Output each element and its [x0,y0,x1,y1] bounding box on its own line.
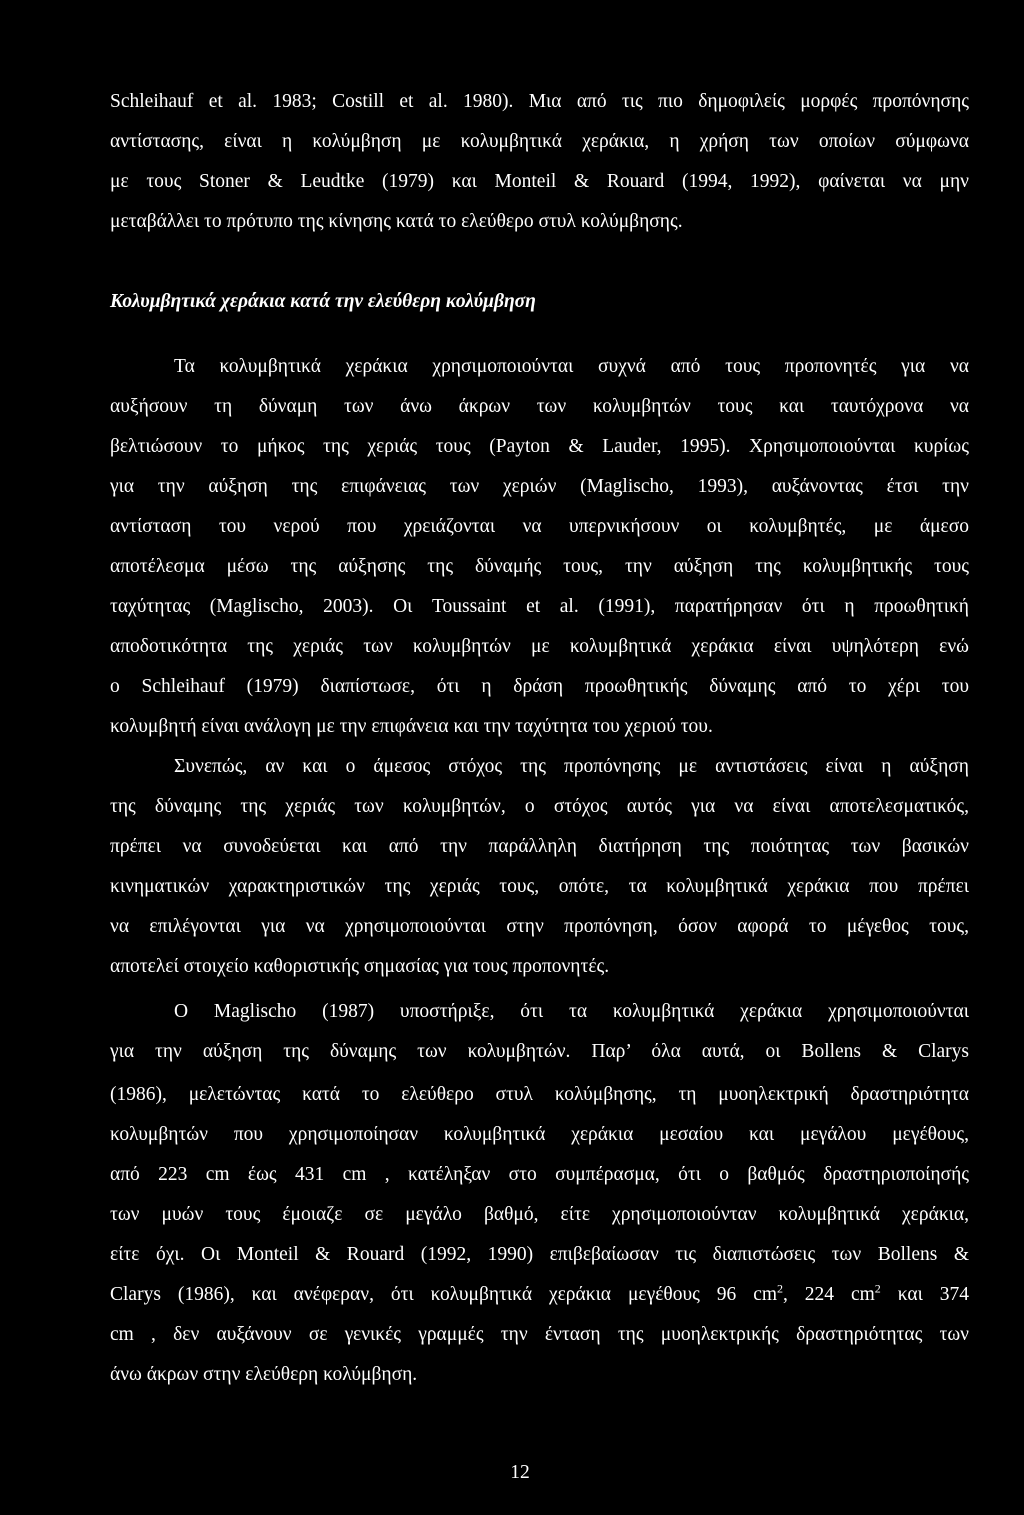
section-heading: Κολυμβητικά χεράκια κατά την ελεύθερη κολύμβηση [110,291,536,312]
text-line: ταχύτητας (Maglischo, 2003). Οι Toussaint et al. (1991), παρατήρησαν ότι η προωθητική [110,596,969,617]
text-line: κινηματικών χαρακτηριστικών της χεριάς τους, οπότε, τα κολυμβητικά χεράκια που πρέπει [110,876,969,897]
text-line: αντίσταση του νερού που χρειάζονται να υπερνικήσουν οι κολυμβητές, με άμεσο [110,516,969,537]
text-line: για την αύξηση της δύναμης των κολυμβητών. Παρ’ όλα αυτά, οι Bollens & Clarys [110,1041,969,1062]
text-line: Συνεπώς, αν και ο άμεσος στόχος της προπόνησης με αντιστάσεις είναι η αύξηση [174,756,969,777]
text-line: για την αύξηση της επιφάνειας των χεριών (Maglischo, 1993), αυξάνοντας έτσι την [110,476,969,497]
text-line: των μυών τους έμοιαζε σε μεγάλο βαθμό, είτε χρησιμοποιούνταν κολυμβητικά χεράκια, [110,1204,969,1225]
text-line: cm , δεν αυξάνουν σε γενικές γραμμές την ένταση της μυοηλεκτρικής δραστηριότητας των [110,1324,969,1345]
text-line: Schleihauf et al. 1983; Costill et al. 1980). Μια από τις πιο δημοφιλείς μορφές προπόνησης [110,91,969,112]
text-line: από 223 cm έως 431 cm , κατέληξαν στο συμπέρασμα, ότι ο βαθμός δραστηριοποίησής [110,1164,969,1185]
text-line: βελτιώσουν το μήκος της χεριάς τους (Payton & Lauder, 1995). Χρησιμοποιούνται κυρίως [110,436,969,457]
text-segment: και 374 [880,1284,969,1305]
text-line: αποδοτικότητα της χεριάς των κολυμβητών με κολυμβητικά χεράκια είναι υψηλότερη ενώ [110,636,969,657]
text-line: αυξήσουν τη δύναμη των άνω άκρων των κολυμβητών τους και ταυτόχρονα να [110,396,969,417]
text-line: είτε όχι. Οι Monteil & Rouard (1992, 1990) επιβεβαίωσαν τις διαπιστώσεις των Bollens & [110,1244,969,1265]
text-line: αποτελεί στοιχείο καθοριστικής σημασίας για τους προπονητές. [110,956,610,977]
text-line: Τα κολυμβητικά χεράκια χρησιμοποιούνται συχνά από τους προπονητές για να [174,356,969,377]
text-line: (1986), μελετώντας κατά το ελεύθερο στυλ κολύμβησης, τη μυοηλεκτρική δραστηριότητα [110,1084,969,1105]
text-line: πρέπει να συνοδεύεται και από την παράλληλη διατήρηση της ποιότητας των βασικών [110,836,969,857]
text-line: αποτέλεσμα μέσω της αύξησης της δύναμής τους, την αύξηση της κολυμβητικής τους [110,556,969,577]
text-line: κολυμβητών που χρησιμοποίησαν κολυμβητικά χεράκια μεσαίου και μεγάλου μεγέθους, [110,1124,969,1145]
text-line: μεταβάλλει το πρότυπο της κίνησης κατά το ελεύθερο στυλ κολύμβησης. [110,211,683,232]
text-line: ο Schleihauf (1979) διαπίστωσε, ότι η δράση προωθητικής δύναμης από το χέρι του [110,676,969,697]
text-line: της δύναμης της χεριάς των κολυμβητών, ο στόχος αυτός για να είναι αποτελεσματικός, [110,796,969,817]
text-line: κολυμβητή είναι ανάλογη με την επιφάνεια και την ταχύτητα του χεριού του. [110,716,713,737]
text-line: με τους Stoner & Leudtke (1979) και Monteil & Rouard (1994, 1992), φαίνεται να μην [110,171,969,192]
superscript: 2 [777,1281,784,1296]
text-segment: , 224 cm [783,1284,875,1305]
text-line: να επιλέγονται για να χρησιμοποιούνται στην προπόνηση, όσον αφορά το μέγεθος τους, [110,916,969,937]
text-line: αντίστασης, είναι η κολύμβηση με κολυμβητικά χεράκια, η χρήση των οποίων σύμφωνα [110,131,969,152]
text-line-with-superscripts [110,1283,969,1307]
page-number: 12 [510,1462,530,1483]
text-segment: Clarys (1986), και ανέφεραν, ότι κολυμβητικά χεράκια μεγέθους 96 cm [110,1284,778,1305]
text-line: Ο Maglischo (1987) υποστήριξε, ότι τα κολυμβητικά χεράκια χρησιμοποιούνται [174,1001,969,1022]
text-line: άνω άκρων στην ελεύθερη κολύμβηση. [110,1364,418,1385]
superscript: 2 [874,1281,881,1296]
